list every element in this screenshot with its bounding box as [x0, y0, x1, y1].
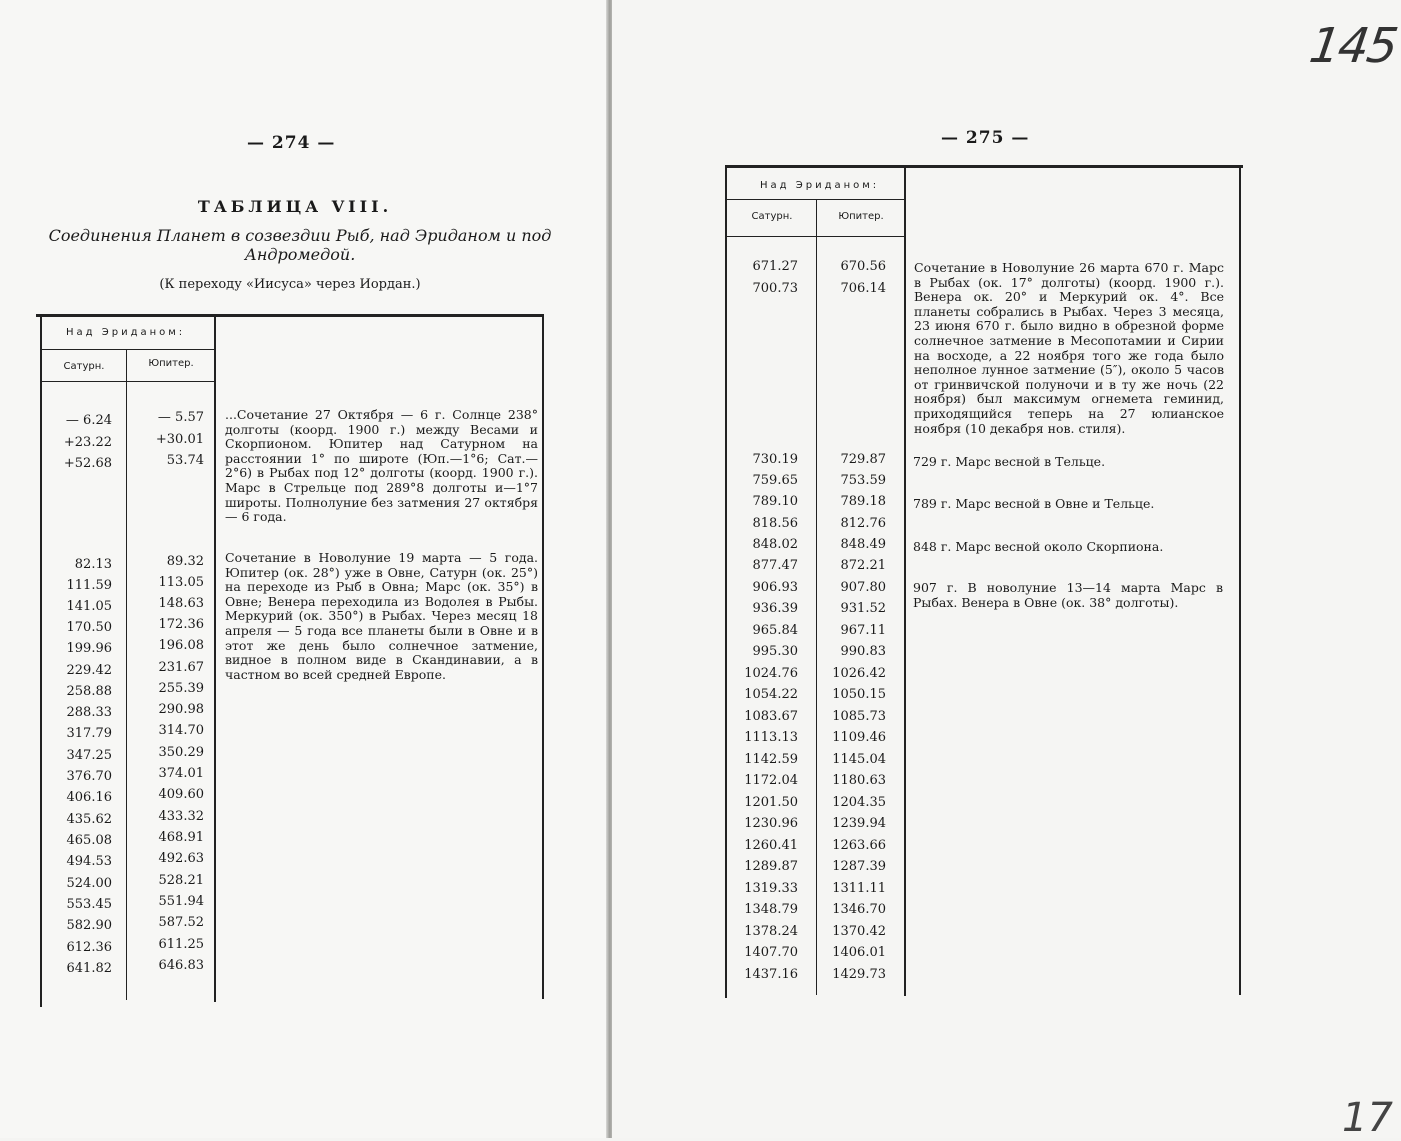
saturn-value: 877.47	[752, 558, 798, 573]
jupiter-value: 670.56	[840, 259, 886, 274]
jupiter-value: 1263.66	[832, 838, 886, 853]
jupiter-value: 646.83	[158, 958, 204, 973]
jupiter-value: 967.11	[840, 623, 886, 638]
col-header-jupiter-left: Юпитер.	[148, 358, 194, 369]
jupiter-value: 907.80	[840, 580, 886, 595]
jupiter-value: 587.52	[158, 915, 204, 930]
saturn-value: 818.56	[752, 516, 798, 531]
page-number-right: — 275 —	[941, 128, 1030, 148]
jupiter-value: 255.39	[158, 681, 204, 696]
saturn-value: 671.27	[752, 259, 798, 274]
table-note: (К переходу «Иисуса» через Иордан.)	[159, 277, 421, 292]
jupiter-value: 492.63	[158, 851, 204, 866]
saturn-value: 1172.04	[744, 773, 798, 788]
saturn-value: 524.00	[66, 876, 112, 891]
jupiter-value: 196.08	[158, 638, 204, 653]
saturn-value: 229.42	[66, 663, 112, 678]
jupiter-value: 1026.42	[832, 666, 886, 681]
saturn-value: 82.13	[74, 557, 112, 572]
jupiter-value: 314.70	[158, 723, 204, 738]
left-page	[0, 0, 608, 1138]
right-page	[612, 0, 1401, 1141]
saturn-value: 965.84	[752, 623, 798, 638]
saturn-value: 906.93	[752, 580, 798, 595]
saturn-value: 1113.13	[744, 730, 798, 745]
handwritten-page-number: 145	[1306, 18, 1400, 74]
jupiter-value: 468.91	[158, 830, 204, 845]
saturn-value: 258.88	[66, 684, 112, 699]
saturn-value: 1230.96	[744, 816, 798, 831]
saturn-value: 1201.50	[744, 795, 798, 810]
jupiter-value: 812.76	[840, 516, 886, 531]
jupiter-value: 551.94	[158, 894, 204, 909]
saturn-value: — 6.24	[65, 413, 112, 428]
table-subtitle: Соединения Планет в созвездии Рыб, над Эриданом и под Андромедой.	[48, 226, 552, 264]
jupiter-value: 1239.94	[832, 816, 886, 831]
saturn-value: 111.59	[66, 578, 112, 593]
jupiter-value: 1109.46	[832, 730, 886, 745]
jupiter-value: 1346.70	[832, 902, 886, 917]
remark-right-2: 729 г. Марс весной в Тельце.	[913, 454, 1106, 469]
saturn-value: 1407.70	[744, 945, 798, 960]
jupiter-value: 611.25	[158, 937, 204, 952]
group-header-left: Над Эриданом:	[66, 327, 186, 338]
jupiter-value: 706.14	[840, 281, 886, 296]
saturn-value: 376.70	[66, 769, 112, 784]
jupiter-value: 1050.15	[832, 687, 886, 702]
jupiter-value: 172.36	[158, 617, 204, 632]
saturn-value: 641.82	[66, 961, 112, 976]
col-header-jupiter-right: Юпитер.	[838, 211, 884, 222]
saturn-value: 700.73	[752, 281, 798, 296]
jupiter-value: 1429.73	[832, 967, 886, 982]
jupiter-value: 350.29	[158, 745, 204, 760]
saturn-value: 936.39	[752, 601, 798, 616]
jupiter-value: 990.83	[840, 644, 886, 659]
page-number-left: — 274 —	[247, 133, 336, 153]
saturn-value: 582.90	[66, 918, 112, 933]
jupiter-value: — 5.57	[157, 410, 204, 425]
saturn-value: 1083.67	[744, 709, 798, 724]
jupiter-value: 290.98	[158, 702, 204, 717]
saturn-value: 730.19	[752, 452, 798, 467]
saturn-value: 170.50	[66, 620, 112, 635]
col-header-saturn-left: Сатурн.	[63, 361, 105, 372]
saturn-value: 1054.22	[744, 687, 798, 702]
saturn-value: 406.16	[66, 790, 112, 805]
jupiter-value: 1085.73	[832, 709, 886, 724]
group-header-right: Над Эриданом:	[760, 180, 880, 191]
jupiter-value: 1145.04	[832, 752, 886, 767]
saturn-value: 612.36	[66, 940, 112, 955]
remark-right-4: 848 г. Марс весной около Скорпиона.	[913, 539, 1164, 554]
saturn-value: 1260.41	[744, 838, 798, 853]
col-header-saturn-right: Сатурн.	[751, 211, 793, 222]
jupiter-value: 789.18	[840, 494, 886, 509]
saturn-value: 141.05	[66, 599, 112, 614]
handwritten-mark: 17	[1342, 1095, 1393, 1141]
jupiter-value: 872.21	[840, 558, 886, 573]
saturn-value: 317.79	[66, 726, 112, 741]
jupiter-value: 53.74	[166, 453, 204, 468]
jupiter-value: 1406.01	[832, 945, 886, 960]
remark-right-3: 789 г. Марс весной в Овне и Тельце.	[913, 496, 1155, 511]
remark-left-1: ...Сочетание 27 Октября — 6 г. Солнце 238° долготы (коорд. 1900 г.) между Весами и Скорпионом. Юпитер над Сатурном на расстоянии 1° по широте (Юп.—1°6; Сат.—2°6) в Рыбах под 12° долготы (коорд. 1900 г.). Марс в Стрельце под 289°8 долготы и—1°7 широты. Полнолуние без затмения 27 октября — 6 года.	[225, 407, 538, 525]
saturn-value: 1289.87	[744, 859, 798, 874]
jupiter-value: 1311.11	[832, 881, 886, 896]
saturn-value: 995.30	[752, 644, 798, 659]
saturn-value: 465.08	[66, 833, 112, 848]
saturn-value: 288.33	[66, 705, 112, 720]
jupiter-value: 433.32	[158, 809, 204, 824]
saturn-value: 789.10	[752, 494, 798, 509]
jupiter-value: 729.87	[840, 452, 886, 467]
jupiter-value: 753.59	[840, 473, 886, 488]
saturn-value: 347.25	[66, 748, 112, 763]
jupiter-value: 848.49	[840, 537, 886, 552]
saturn-value: 1378.24	[744, 924, 798, 939]
saturn-value: 199.96	[66, 641, 112, 656]
jupiter-value: 1370.42	[832, 924, 886, 939]
saturn-value: 759.65	[752, 473, 798, 488]
jupiter-value: 148.63	[158, 596, 204, 611]
jupiter-value: 231.67	[158, 660, 204, 675]
jupiter-value: 113.05	[158, 575, 204, 590]
table-title: ТАБЛИЦА VIII.	[197, 197, 393, 216]
jupiter-value: 1180.63	[832, 773, 886, 788]
remark-right-1: Сочетание в Новолуние 26 марта 670 г. Марс в Рыбах (ок. 17° долготы) (коорд. 1900 г.). Венера ок. 20° и Меркурий ок. 4°. Все планеты собрались в Рыбах. Через 3 месяца, 23 июня 670 г. было видно в обрезной форме солнечное затмение в Месопотамии и Сирии на восходе, а 22 ноября того же года было неполное лунное затмение (5″), около 5 часов от гринвичской полуночи и в ту же ночь (22 ноября) был максимум огнемета геминид, приходящийся теперь на 27 юлианское ноября (10 декабря нов. стиля).	[914, 260, 1224, 436]
saturn-value: 1319.33	[744, 881, 798, 896]
jupiter-value: 528.21	[158, 873, 204, 888]
jupiter-value: 931.52	[840, 601, 886, 616]
jupiter-value: 1287.39	[832, 859, 886, 874]
jupiter-value: 1204.35	[832, 795, 886, 810]
saturn-value: +52.68	[63, 456, 112, 471]
jupiter-value: 374.01	[158, 766, 204, 781]
jupiter-value: +30.01	[155, 432, 204, 447]
jupiter-value: 89.32	[166, 554, 204, 569]
saturn-value: 848.02	[752, 537, 798, 552]
saturn-value: +23.22	[63, 435, 112, 450]
saturn-value: 494.53	[66, 854, 112, 869]
saturn-value: 1348.79	[744, 902, 798, 917]
saturn-value: 1024.76	[744, 666, 798, 681]
jupiter-value: 409.60	[158, 787, 204, 802]
saturn-value: 553.45	[66, 897, 112, 912]
remark-right-5: 907 г. В новолуние 13—14 марта Марс в Рыбах. Венера в Овне (ок. 38° долготы).	[913, 580, 1223, 610]
saturn-value: 435.62	[66, 812, 112, 827]
saturn-value: 1142.59	[744, 752, 798, 767]
saturn-value: 1437.16	[744, 967, 798, 982]
remark-left-2: Сочетание в Новолуние 19 марта — 5 года. Юпитер (ок. 28°) уже в Овне, Сатурн (ок. 25°) на переходе из Рыб в Овна; Марс (ок. 35°) в Овне; Венера переходила из Водолея в Рыбы. Меркурий (ок. 350°) в Рыбах. Через месяц 18 апреля — 5 года все планеты были в Овне и в этот же день было солнечное затмение, видное в полном виде в Скандинавии, а в частном во всей средней Европе.	[225, 550, 538, 682]
